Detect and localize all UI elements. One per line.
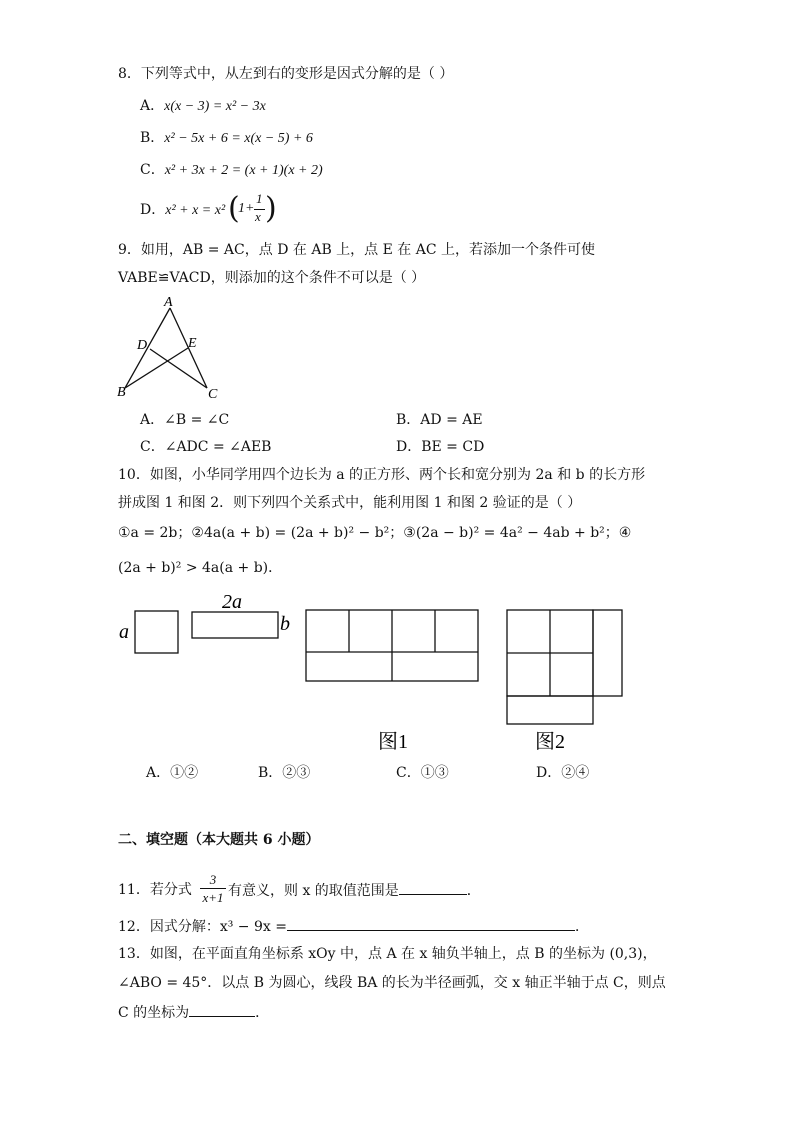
q10-figure-2 xyxy=(507,610,622,724)
q10-option-c: C．①③ xyxy=(396,765,449,781)
q9-segment-ab xyxy=(125,308,170,388)
q8-option-d xyxy=(140,200,225,221)
q10-figures xyxy=(110,590,650,760)
q9-option-a: A．∠B = ∠C xyxy=(140,412,230,428)
q9-label-c: C xyxy=(208,387,218,402)
q11-fraction xyxy=(200,872,226,910)
q10-figure-1-caption: 图1 xyxy=(378,731,408,753)
q9-label-b: B xyxy=(117,385,126,400)
q10-figure-1 xyxy=(306,610,478,681)
q8-option-d-numerator: 1 xyxy=(256,191,263,206)
q8-option-a-text: x(x − 3) = x² − 3x xyxy=(164,99,266,114)
q9-option-d: D．BE = CD xyxy=(396,439,485,455)
q12-answer-blank[interactable] xyxy=(287,916,575,931)
q11-numerator: 3 xyxy=(209,872,217,887)
q8-option-c-text: x² + 3x + 2 = (x + 1)(x + 2) xyxy=(164,163,323,178)
q10-square-piece xyxy=(135,611,178,653)
q8-stem: 8．下列等式中，从左到右的变形是因式分解的是（ ） xyxy=(118,66,454,82)
q11-suffix-text: 有意义，则 x 的取值范围是 xyxy=(228,883,399,899)
q13-line1: 13．如图，在平面直角坐标系 xOy 中，点 A 在 x 轴负半轴上，点 B 的坐标为 (0,3)， xyxy=(118,946,657,962)
q9-option-b: B．AD = AE xyxy=(396,412,483,428)
q9-label-e: E xyxy=(188,336,197,351)
q8-option-c-label: C． xyxy=(140,162,165,178)
q11-answer-blank[interactable] xyxy=(399,880,467,895)
q8-option-b xyxy=(140,128,313,149)
q11-prefix: 11．若分式 xyxy=(118,882,192,898)
q10-stem-line1: 10．如图，小华同学用四个边长为 a 的正方形、两个长和宽分别为 2a 和 b 的长方形 xyxy=(118,467,646,483)
q8-option-a xyxy=(140,96,266,117)
q8-option-b-text: x² − 5x + 6 = x(x − 5) + 6 xyxy=(164,131,313,146)
q11-suffix: 有意义，则 x 的取值范围是 ． xyxy=(228,880,481,901)
q8-option-b-label: B． xyxy=(140,130,165,146)
section2-title: 二、填空题（本大题共 6 小题） xyxy=(118,832,320,848)
q10-option-d: D．②④ xyxy=(536,765,590,781)
q9-option-c: C．∠ADC = ∠AEB xyxy=(140,439,272,455)
q12: 12．因式分解：x³ − 9x = ． xyxy=(118,916,589,937)
q10-label-a: a xyxy=(119,621,129,643)
q11-denominator: x+1 xyxy=(200,888,226,907)
q13-line2: ∠ABO = 45°．以点 B 为圆心，线段 BA 的长为半径画弧，交 x 轴正半轴于点 C，则点 xyxy=(118,975,666,991)
q8-option-d-label: D． xyxy=(140,202,166,218)
q12-prefix: 12．因式分解：x³ − 9x = xyxy=(118,919,287,935)
q11 xyxy=(118,880,192,900)
q13-answer-blank[interactable] xyxy=(189,1002,255,1017)
q9-triangle-figure xyxy=(112,292,228,402)
q9-label-d: D xyxy=(137,338,148,353)
q10-stem-line2: 拼成图 1 和图 2．则下列四个关系式中，能利用图 1 和图 2 验证的是（ ） xyxy=(118,495,582,511)
q9-stem-line2: VABE≌VACD，则添加的这个条件不可以是（ ） xyxy=(118,270,426,286)
q10-stem-line4: (2a + b)² > 4a(a + b)． xyxy=(118,560,283,576)
q9-label-a: A xyxy=(164,295,173,310)
q8-option-a-label: A． xyxy=(140,98,165,114)
q10-rectangle-piece xyxy=(192,612,278,638)
q10-option-b: B．②③ xyxy=(258,765,311,781)
q10-stem-line3: ①a = 2b；②4a(a + b) = (2a + b)² − b²；③(2a − b)² = 4a² − 4ab + b²；④ xyxy=(118,525,632,541)
q9-stem-line1: 9．如用，AB = AC，点 D 在 AB 上，点 E 在 AC 上，若添加一个条件可使 xyxy=(118,242,596,258)
q10-label-2a: 2a xyxy=(222,591,242,613)
q8-option-d-denominator: x xyxy=(255,209,261,224)
q10-option-a: A．①② xyxy=(146,765,199,781)
q13-line3-text: C 的坐标为 xyxy=(118,1005,190,1021)
q8-option-d-fraction: ( 1+ 1 x ) xyxy=(228,191,277,226)
q13-line3: C 的坐标为 ． xyxy=(118,1002,269,1023)
q10-label-b: b xyxy=(280,613,290,635)
q8-option-c xyxy=(140,160,323,181)
q10-figure-2-caption: 图2 xyxy=(535,731,565,753)
q8-option-d-text: x² + x = x² xyxy=(165,203,226,218)
